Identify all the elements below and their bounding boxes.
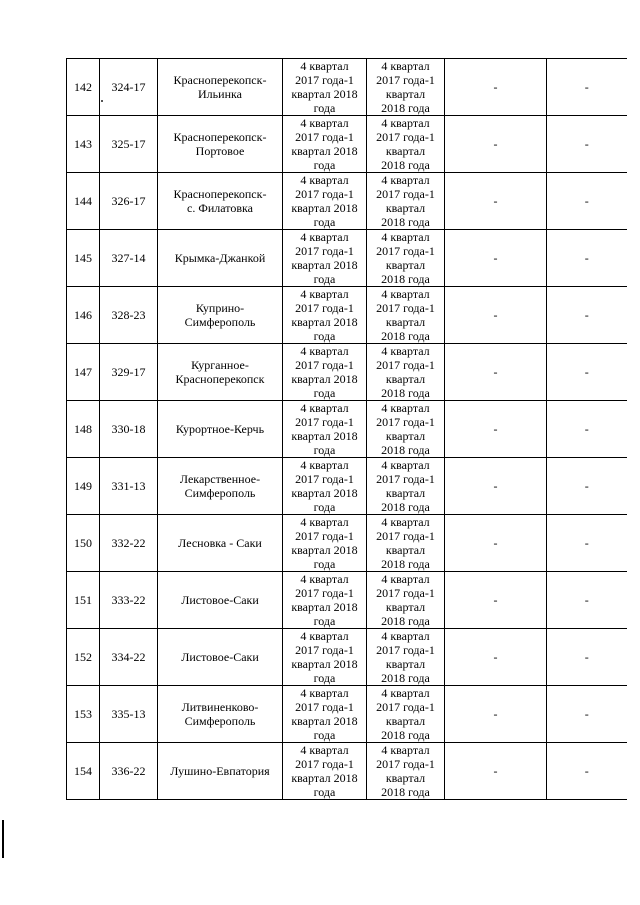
start-period-cell: 4 квартал 2017 года-1 квартал 2018 года [283, 629, 367, 686]
route-name-cell: Листовое-Саки [158, 629, 283, 686]
end-period-cell: 4 квартал 2017 года-1 квартал 2018 года [367, 629, 445, 686]
table-row [67, 344, 627, 401]
route-code-cell: 330-18 [100, 401, 158, 458]
column-6-cell: - [445, 173, 547, 230]
start-period-cell: 4 квартал 2017 года-1 квартал 2018 года [283, 686, 367, 743]
end-period-cell: 4 квартал 2017 года-1 квартал 2018 года [367, 458, 445, 515]
column-7-cell: - [547, 743, 627, 800]
route-code-cell: 332-22 [100, 515, 158, 572]
table-row [67, 629, 627, 686]
route-code-cell: 331-13 [100, 458, 158, 515]
end-period-cell: 4 квартал 2017 года-1 квартал 2018 года [367, 173, 445, 230]
row-number-cell: 146 [67, 287, 100, 344]
start-period-cell: 4 квартал 2017 года-1 квартал 2018 года [283, 515, 367, 572]
row-number-cell: 150 [67, 515, 100, 572]
start-period-cell: 4 квартал 2017 года-1 квартал 2018 года [283, 230, 367, 287]
table-row [67, 59, 627, 116]
start-period-cell: 4 квартал 2017 года-1 квартал 2018 года [283, 458, 367, 515]
route-name-cell: Лушино-Евпатория [158, 743, 283, 800]
route-name-cell: Листовое-Саки [158, 572, 283, 629]
route-name-cell: Лекарственное- Симферополь [158, 458, 283, 515]
end-period-cell: 4 квартал 2017 года-1 квартал 2018 года [367, 344, 445, 401]
route-code-cell: 329-17 [100, 344, 158, 401]
start-period-cell: 4 квартал 2017 года-1 квартал 2018 года [283, 287, 367, 344]
column-6-cell: - [445, 344, 547, 401]
end-period-cell: 4 квартал 2017 года-1 квартал 2018 года [367, 743, 445, 800]
route-name-cell: Красноперекопск- с. Филатовка [158, 173, 283, 230]
column-6-cell: - [445, 686, 547, 743]
column-6-cell: - [445, 515, 547, 572]
route-code-cell: 324-17 [100, 59, 158, 116]
row-number-cell: 143 [67, 116, 100, 173]
end-period-cell: 4 квартал 2017 года-1 квартал 2018 года [367, 686, 445, 743]
end-period-cell: 4 квартал 2017 года-1 квартал 2018 года [367, 287, 445, 344]
column-7-cell: - [547, 344, 627, 401]
column-7-cell: - [547, 287, 627, 344]
column-6-cell: - [445, 458, 547, 515]
column-7-cell: - [547, 230, 627, 287]
column-6-cell: - [445, 629, 547, 686]
table-body [67, 59, 627, 800]
start-period-cell: 4 квартал 2017 года-1 квартал 2018 года [283, 572, 367, 629]
start-period-cell: 4 квартал 2017 года-1 квартал 2018 года [283, 59, 367, 116]
end-period-cell: 4 квартал 2017 года-1 квартал 2018 года [367, 59, 445, 116]
row-number-cell: 154 [67, 743, 100, 800]
table-row [67, 458, 627, 515]
table-row [67, 230, 627, 287]
start-period-cell: 4 квартал 2017 года-1 квартал 2018 года [283, 743, 367, 800]
column-7-cell: - [547, 686, 627, 743]
start-period-cell: 4 квартал 2017 года-1 квартал 2018 года [283, 116, 367, 173]
route-name-cell: Красноперекопск- Портовое [158, 116, 283, 173]
column-7-cell: - [547, 116, 627, 173]
start-period-cell: 4 квартал 2017 года-1 квартал 2018 года [283, 401, 367, 458]
column-7-cell: - [547, 173, 627, 230]
route-code-cell: 336-22 [100, 743, 158, 800]
start-period-cell: 4 квартал 2017 года-1 квартал 2018 года [283, 173, 367, 230]
route-name-cell: Курганное- Красноперекопск [158, 344, 283, 401]
route-code-cell: 328-23 [100, 287, 158, 344]
row-number-cell: 148 [67, 401, 100, 458]
end-period-cell: 4 квартал 2017 года-1 квартал 2018 года [367, 572, 445, 629]
table-row [67, 686, 627, 743]
row-number-cell: 144 [67, 173, 100, 230]
route-name-cell: Крымка-Джанкой [158, 230, 283, 287]
column-6-cell: - [445, 401, 547, 458]
route-name-cell: Куприно- Симферополь [158, 287, 283, 344]
row-number-cell: 142 [67, 59, 100, 116]
end-period-cell: 4 квартал 2017 года-1 квартал 2018 года [367, 230, 445, 287]
column-7-cell: - [547, 515, 627, 572]
route-code-cell: 333-22 [100, 572, 158, 629]
column-7-cell: - [547, 629, 627, 686]
route-code-cell: 325-17 [100, 116, 158, 173]
route-code-cell: 335-13 [100, 686, 158, 743]
row-number-cell: 147 [67, 344, 100, 401]
end-period-cell: 4 квартал 2017 года-1 квартал 2018 года [367, 116, 445, 173]
table-row [67, 515, 627, 572]
end-period-cell: 4 квартал 2017 года-1 квартал 2018 года [367, 515, 445, 572]
table-row [67, 401, 627, 458]
route-name-cell: Красноперекопск- Ильинка [158, 59, 283, 116]
column-6-cell: - [445, 116, 547, 173]
table-row [67, 743, 627, 800]
table-row [67, 116, 627, 173]
row-number-cell: 153 [67, 686, 100, 743]
start-period-cell: 4 квартал 2017 года-1 квартал 2018 года [283, 344, 367, 401]
route-code-cell: 326-17 [100, 173, 158, 230]
row-number-cell: 149 [67, 458, 100, 515]
route-code-cell: 327-14 [100, 230, 158, 287]
column-7-cell: - [547, 572, 627, 629]
row-number-cell: 151 [67, 572, 100, 629]
table-row [67, 572, 627, 629]
row-number-cell: 152 [67, 629, 100, 686]
column-7-cell: - [547, 401, 627, 458]
column-7-cell: - [547, 458, 627, 515]
route-code-cell: 334-22 [100, 629, 158, 686]
route-name-cell: Лесновка - Саки [158, 515, 283, 572]
column-6-cell: - [445, 59, 547, 116]
table-row [67, 173, 627, 230]
row-number-cell: 145 [67, 230, 100, 287]
column-6-cell: - [445, 572, 547, 629]
routes-table [66, 58, 627, 800]
table-row [67, 287, 627, 344]
column-6-cell: - [445, 287, 547, 344]
column-6-cell: - [445, 230, 547, 287]
end-period-cell: 4 квартал 2017 года-1 квартал 2018 года [367, 401, 445, 458]
column-7-cell: - [547, 59, 627, 116]
scan-edge-mark [2, 820, 4, 858]
route-name-cell: Курортное-Керчь [158, 401, 283, 458]
column-6-cell: - [445, 743, 547, 800]
route-name-cell: Литвиненково- Симферополь [158, 686, 283, 743]
